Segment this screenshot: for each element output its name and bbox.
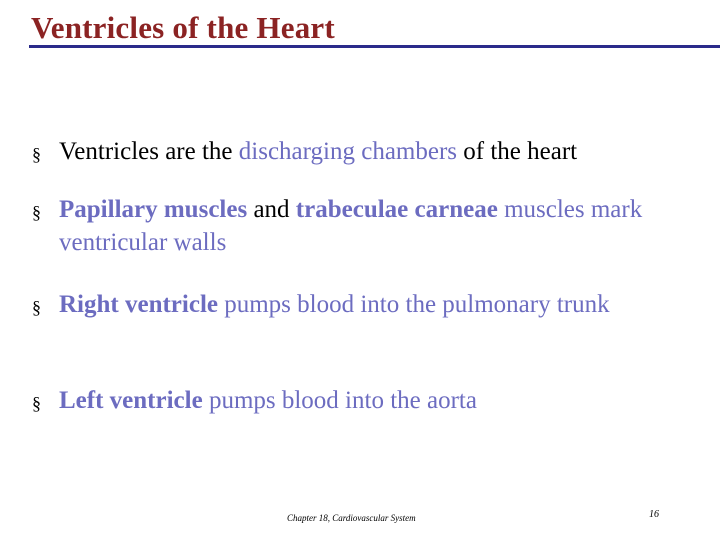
- bullet-item: [32, 135, 702, 168]
- bullet-marker: §: [32, 202, 41, 222]
- bullet-marker: §: [32, 297, 41, 317]
- text-run: and: [247, 196, 296, 223]
- bold-highlight-text: Papillary muscles: [59, 196, 248, 223]
- bullet-marker: §: [32, 393, 41, 413]
- highlight-text: muscles mark ventricular walls: [59, 196, 643, 256]
- bullet-item: [32, 288, 702, 321]
- text-run: of the heart: [457, 138, 578, 165]
- bullet-text: [32, 193, 702, 259]
- text-run: Ventricles are the: [59, 138, 239, 165]
- bullet-item: [32, 193, 702, 259]
- bold-highlight-text: Left ventricle: [59, 387, 203, 414]
- slide-title: Ventricles of the Heart: [31, 10, 335, 45]
- bullet-item: [32, 384, 702, 417]
- bullet-text: [32, 135, 702, 168]
- bullet-text: [32, 288, 702, 321]
- page-number: 16: [649, 509, 659, 520]
- bold-highlight-text: Right ventricle: [59, 291, 218, 318]
- bold-highlight-text: trabeculae carneae: [295, 196, 498, 223]
- slide-footer: Chapter 18, Cardiovascular System: [287, 513, 416, 523]
- highlight-text: discharging chambers: [238, 138, 458, 165]
- highlight-text: pumps blood into the pulmonary trunk: [217, 291, 610, 318]
- highlight-text: pumps blood into the aorta: [202, 387, 477, 414]
- bullet-text: [32, 384, 702, 417]
- bullet-marker: §: [32, 144, 41, 164]
